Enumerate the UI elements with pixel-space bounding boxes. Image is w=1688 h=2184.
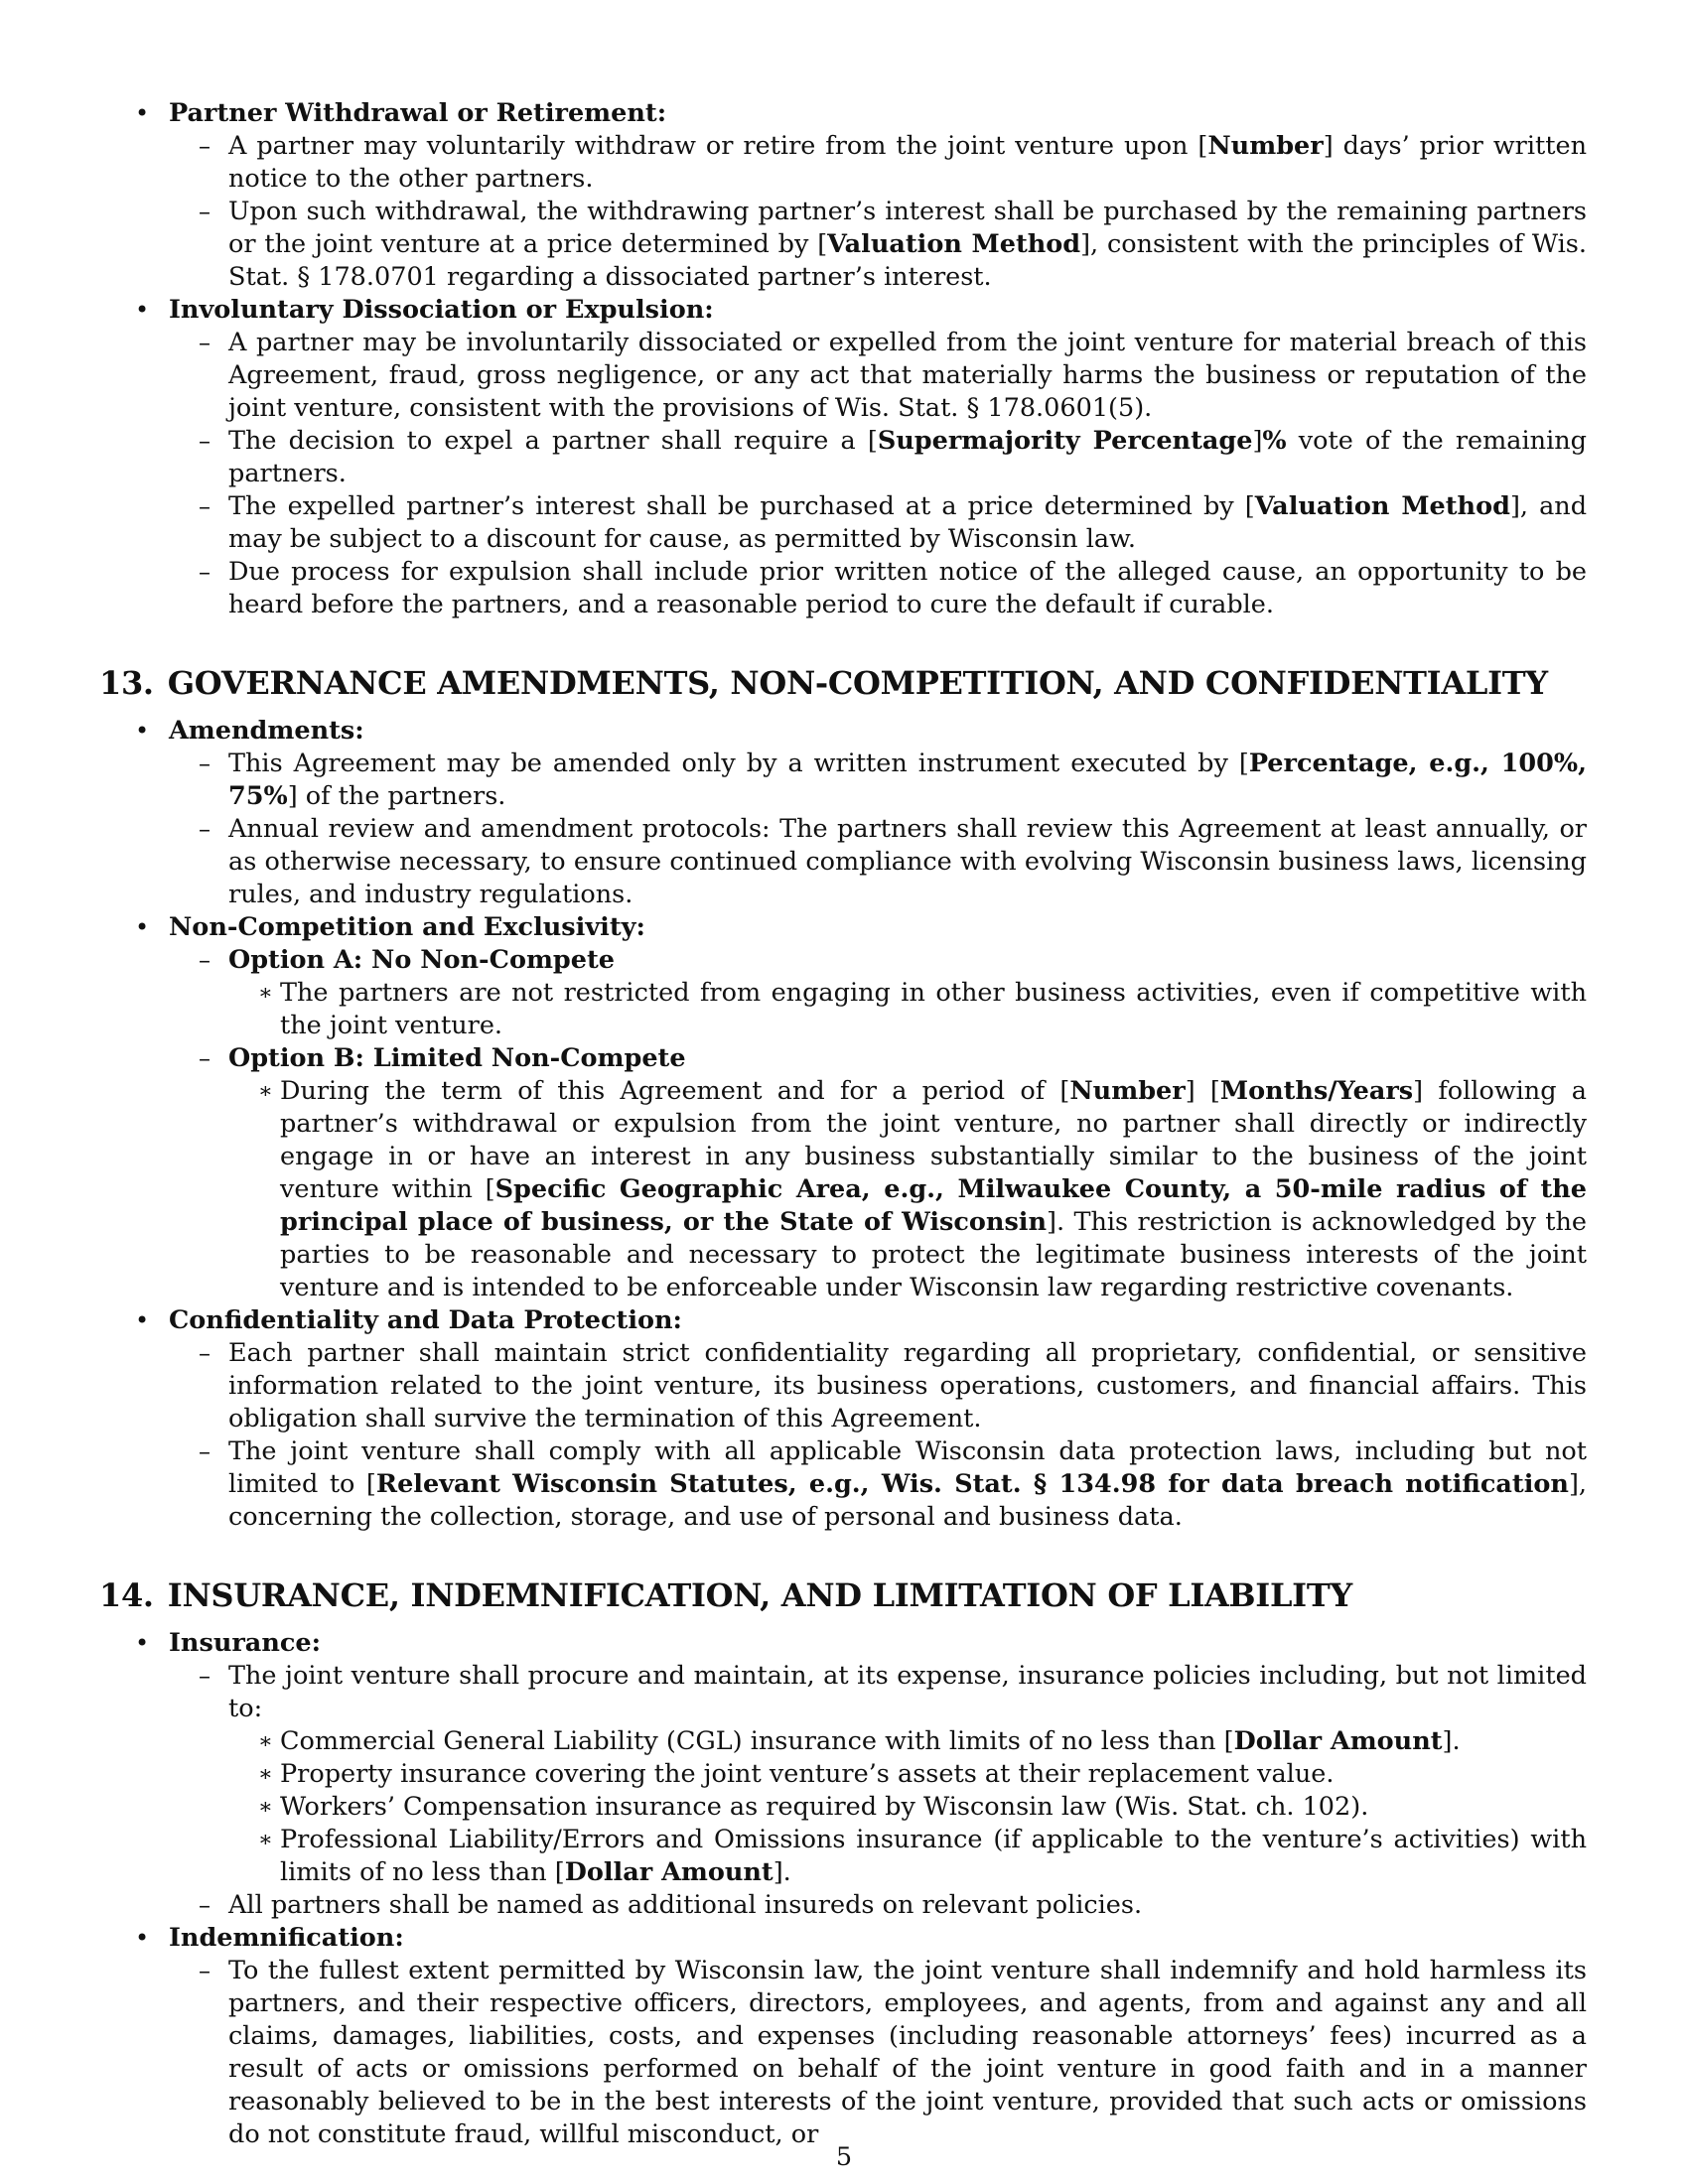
list-item: [169, 944, 1587, 1042]
list-item: [169, 1042, 1587, 1304]
list-item: [99, 1304, 1587, 1534]
placeholder-field: Number: [1207, 131, 1324, 161]
section-14-heading: 14. INSURANCE, INDEMNIFICATION, AND LIMITATION OF LIABILITY: [99, 1576, 1352, 1614]
section-13-heading: 13. GOVERNANCE AMENDMENTS, NON-COMPETITION, AND CONFIDENTIALITY: [99, 664, 1548, 702]
placeholder-field: Supermajority Percentage: [877, 426, 1253, 456]
list-item: ∗ Professional Liability/Errors and Omissions insurance (if applicable to the venture’s activities) with limits of no less than [Dollar Amount].: [228, 1824, 1587, 1889]
item-heading: • Non-Competition and Exclusivity:: [169, 912, 645, 942]
section-14-list: [99, 1627, 1587, 2151]
item-heading: • Involuntary Dissociation or Expulsion:: [169, 295, 714, 325]
list-item: [99, 1627, 1587, 1922]
placeholder-field: Valuation Method: [1254, 491, 1510, 521]
section-13-list: [99, 715, 1587, 1534]
item-heading: • Amendments:: [169, 716, 364, 746]
placeholder-field: Specific Geographic Area, e.g., Milwaukee County, a 50-mile radius of the principal place of business, or the State of Wisconsin: [280, 1174, 1587, 1237]
placeholder-field: Valuation Method: [827, 229, 1081, 259]
list-item: – Annual review and amendment protocols: The partners shall review this Agreement at least annually, or as otherwise necessary, to ensure continued compliance with evolving Wisconsin business laws, licensing rules, and industry regulations.: [169, 813, 1587, 911]
document-page: [99, 97, 1587, 2151]
list-item: – A partner may voluntarily withdraw or retire from the joint venture upon [Number] days’ prior written notice to the other partners.: [169, 130, 1587, 196]
item-heading: • Indemnification:: [169, 1923, 404, 1953]
item-heading: • Partner Withdrawal or Retirement:: [169, 98, 667, 128]
list-item: – All partners shall be named as additional insureds on relevant policies.: [169, 1889, 1587, 1922]
placeholder-field: Dollar Amount: [1233, 1726, 1443, 1756]
list-item: [99, 911, 1587, 1304]
list-item: [99, 294, 1587, 621]
placeholder-field: Months/Years: [1219, 1076, 1414, 1106]
placeholder-field: Dollar Amount: [564, 1857, 774, 1887]
item-heading: • Confidentiality and Data Protection:: [169, 1305, 682, 1335]
option-heading: – Option A: No Non-Compete: [228, 945, 615, 975]
list-item: – The expelled partner’s interest shall be purchased at a price determined by [Valuation Method], and may be subject to a discount for cause, as permitted by Wisconsin law.: [169, 490, 1587, 556]
placeholder-field: Number: [1069, 1076, 1186, 1106]
option-heading: – Option B: Limited Non-Compete: [228, 1043, 686, 1073]
list-item: ∗ Workers’ Compensation insurance as required by Wisconsin law (Wis. Stat. ch. 102).: [228, 1791, 1587, 1824]
list-item: – Each partner shall maintain strict confidentiality regarding all proprietary, confidential, or sensitive information related to the joint venture, its business operations, customers, and financial affairs. This obligation shall survive the termination of this Agreement.: [169, 1337, 1587, 1435]
section-12-continued: [99, 97, 1587, 621]
list-item: – The joint venture shall comply with all applicable Wisconsin data protection laws, including but not limited to [Relevant Wisconsin Statutes, e.g., Wis. Stat. § 134.98 for data breach notification], concerning the collection, storage, and use of personal and business data.: [169, 1435, 1587, 1534]
list-item: – This Agreement may be amended only by a written instrument executed by [Percentage, e.g., 100%, 75%] of the partners.: [169, 748, 1587, 813]
placeholder-field: Percentage, e.g., 100%, 75%: [228, 749, 1588, 811]
list-item: – Upon such withdrawal, the withdrawing partner’s interest shall be purchased by the remaining partners or the joint venture at a price determined by [Valuation Method], consistent with the principles of Wis. Stat. § 178.0701 regarding a dissociated partner’s interest.: [169, 196, 1587, 294]
list-item: ∗ The partners are not restricted from engaging in other business activities, even if competitive with the joint venture.: [228, 977, 1587, 1042]
list-item: – To the fullest extent permitted by Wisconsin law, the joint venture shall indemnify and hold harmless its partners, and their respective officers, directors, employees, and agents, from and against any and all claims, damages, liabilities, costs, and expenses (including reasonable attorneys’ fees) incurred as a result of acts or omissions performed on behalf of the joint venture in good faith and in a manner reasonably believed to be in the best interests of the joint venture, provided that such acts or omissions do not constitute fraud, willful misconduct, or: [169, 1955, 1587, 2151]
list-item: [99, 715, 1587, 911]
list-item: – The joint venture shall procure and maintain, at its expense, insurance policies including, but not limited to: ∗ Commercial General Liability (CGL) insurance with limits of no less than [Dollar Amount]. ∗ Property insurance covering the joint venture’s assets at their replacement value. ∗ Workers’ Compensation insurance as required by Wisconsin law (Wis. Stat. ch. 102). ∗ Professional Liability/Errors and Omissions insurance (if applicable to the venture’s activities) with limits of no less than [Dollar Amount].: [169, 1660, 1587, 1889]
list-item: – A partner may be involuntarily dissociated or expelled from the joint venture for material breach of this Agreement, fraud, gross negligence, or any act that materially harms the business or reputation of the joint venture, consistent with the provisions of Wis. Stat. § 178.0601(5).: [169, 327, 1587, 425]
page-number: 5: [835, 2142, 853, 2172]
list-item: [99, 97, 1587, 294]
list-item: – Due process for expulsion shall include prior written notice of the alleged cause, an opportunity to be heard before the partners, and a reasonable period to cure the default if curable.: [169, 556, 1587, 621]
list-item: ∗ During the term of this Agreement and for a period of [Number] [Months/Years] following a partner’s withdrawal or expulsion from the joint venture, no partner shall directly or indirectly engage in or have an interest in any business substantially similar to the business of the joint venture within [Specific Geographic Area, e.g., Milwaukee County, a 50-mile radius of the principal place of business, or the State of Wisconsin]. This restriction is acknowledged by the parties to be reasonable and necessary to protect the legitimate business interests of the joint venture and is intended to be enforceable under Wisconsin law regarding restrictive covenants.: [228, 1075, 1587, 1304]
list-item: [99, 1922, 1587, 2151]
placeholder-field: Relevant Wisconsin Statutes, e.g., Wis. Stat. § 134.98 for data breach notification: [375, 1469, 1569, 1499]
list-item: ∗ Property insurance covering the joint venture’s assets at their replacement value.: [228, 1758, 1587, 1791]
item-heading: • Insurance:: [169, 1628, 322, 1658]
list-item: – The decision to expel a partner shall require a [Supermajority Percentage]% vote of the remaining partners.: [169, 425, 1587, 490]
list-item: ∗ Commercial General Liability (CGL) insurance with limits of no less than [Dollar Amount].: [228, 1725, 1587, 1758]
